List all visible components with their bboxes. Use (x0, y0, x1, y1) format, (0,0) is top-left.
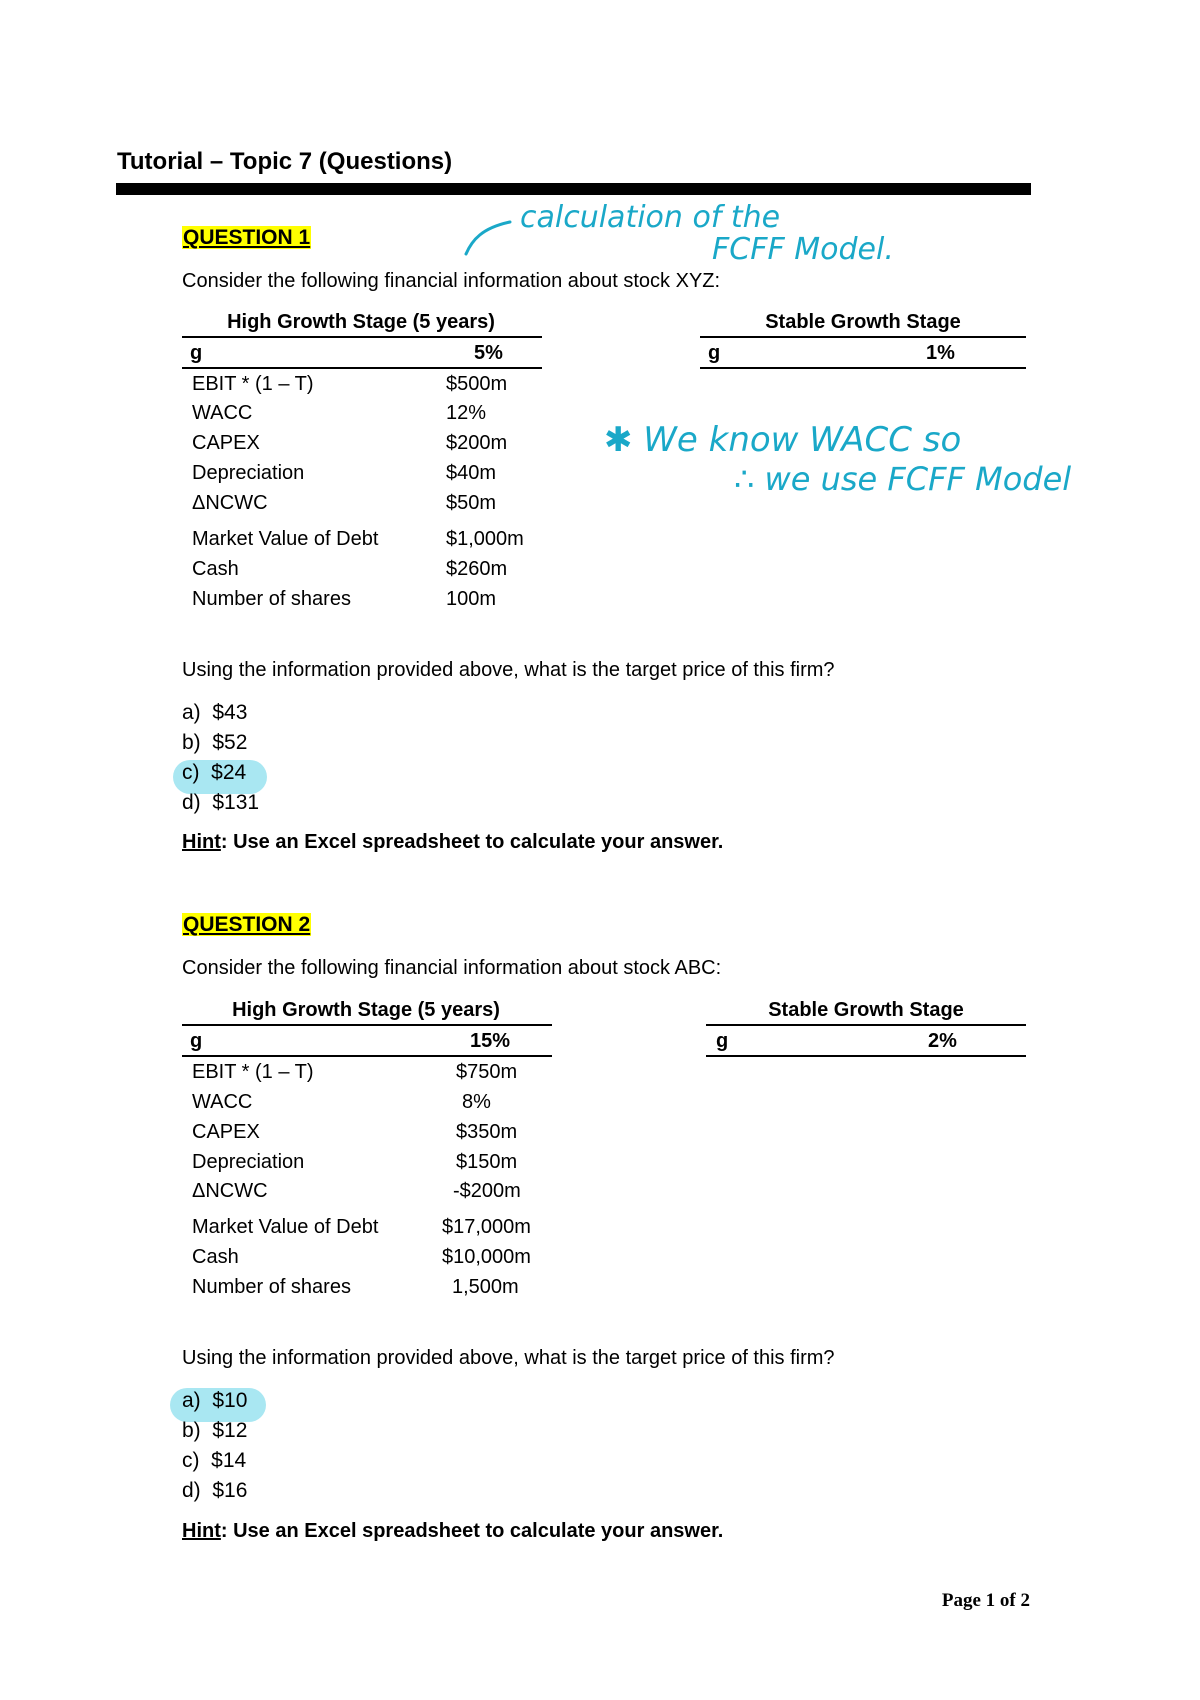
annotation-note-fcff-line1: calculation of the (520, 200, 781, 235)
q2-hint-text: : Use an Excel spreadsheet to calculate your answer. (220, 1520, 724, 1542)
q2-row-value: 8% (462, 1091, 491, 1113)
annotation-stroke-icon (458, 210, 518, 260)
q1-row-label: ΔNCWC (192, 492, 268, 514)
q1-row-label: EBIT * (1 – T) (192, 373, 314, 395)
q1-stable-growth-header: Stable Growth Stage (765, 311, 961, 333)
q2-hint-label: Hint (182, 1520, 221, 1542)
q2-row-value: $10,000m (442, 1246, 531, 1268)
q2-row-label: ΔNCWC (192, 1180, 268, 1202)
q1-row-value: $500m (446, 373, 508, 395)
question-2-prompt: Using the information provided above, what is the target price of this firm? (182, 1347, 835, 1369)
page-title: Tutorial – Topic 7 (Questions) (117, 148, 453, 175)
q1-high-g-value: 5% (474, 342, 503, 364)
q2-option-a: a) $10 (182, 1389, 248, 1412)
q2-row-value: $350m (456, 1121, 518, 1143)
q2-option-c: c) $14 (182, 1449, 247, 1472)
q2-hint (182, 1520, 723, 1543)
q1-row-label: Cash (192, 558, 239, 580)
q2-stable-g-value: 2% (928, 1030, 957, 1052)
q2-row-value: $17,000m (442, 1216, 531, 1238)
question-1-prompt: Using the information provided above, what is the target price of this firm? (182, 659, 835, 681)
title-divider (116, 183, 1031, 195)
q2-row-label: Cash (192, 1246, 239, 1268)
q1-row-value: $260m (446, 558, 508, 580)
question-2-heading: QUESTION 2 (183, 913, 311, 936)
q2-high-growth-header: High Growth Stage (5 years) (232, 999, 500, 1021)
q1-option-a: a) $43 (182, 701, 248, 724)
q2-row-label: WACC (192, 1091, 253, 1113)
q1-stable-g-value: 1% (926, 342, 955, 364)
q2-high-growth-rule-bottom (182, 1055, 552, 1057)
q1-hint-label: Hint (182, 831, 221, 853)
q1-row-value: 12% (446, 402, 487, 424)
q1-option-b: b) $52 (182, 731, 248, 754)
q1-hint (182, 831, 723, 854)
q2-stable-growth-header: Stable Growth Stage (768, 999, 964, 1021)
q2-option-d: d) $16 (182, 1479, 248, 1502)
page-number: Page 1 of 2 (941, 1590, 1030, 1611)
q1-g-label: g (190, 342, 203, 364)
q2-row-label: CAPEX (192, 1121, 260, 1143)
q2-row-value: -$200m (453, 1180, 521, 1202)
q1-row-value: 100m (446, 588, 497, 610)
q2-stable-growth-rule-bottom (706, 1055, 1026, 1057)
q1-stable-growth-rule-top (700, 336, 1026, 338)
q1-row-label: Market Value of Debt (192, 528, 379, 550)
q1-row-label: Depreciation (192, 462, 305, 484)
annotation-note-wacc-line1: ✱ We know WACC so (604, 420, 962, 460)
q1-high-growth-rule-bottom (182, 367, 542, 369)
q1-row-value: $200m (446, 432, 508, 454)
q2-row-value: $750m (456, 1061, 518, 1083)
q1-row-label: Number of shares (192, 588, 351, 610)
q1-row-label: WACC (192, 402, 253, 424)
q1-high-growth-header: High Growth Stage (5 years) (227, 311, 495, 333)
q1-option-c: c) $24 (182, 761, 247, 784)
question-2-intro: Consider the following financial information about stock ABC: (182, 957, 722, 979)
q2-g-label: g (190, 1030, 203, 1052)
q2-high-g-value: 15% (470, 1030, 511, 1052)
q2-option-b: b) $12 (182, 1419, 248, 1442)
q2-row-label: EBIT * (1 – T) (192, 1061, 314, 1083)
q2-stable-growth-rule-top (706, 1024, 1026, 1026)
q1-row-value: $40m (446, 462, 497, 484)
annotation-note-wacc-line2: ∴ we use FCFF Model (734, 460, 1072, 498)
q2-row-label: Depreciation (192, 1151, 305, 1173)
question-1-intro: Consider the following financial information about stock XYZ: (182, 270, 721, 292)
q1-high-growth-rule-top (182, 336, 542, 338)
q2-row-label: Market Value of Debt (192, 1216, 379, 1238)
q1-stable-growth-rule-bottom (700, 367, 1026, 369)
question-1-heading: QUESTION 1 (183, 226, 311, 249)
q1-hint-text: : Use an Excel spreadsheet to calculate your answer. (220, 831, 724, 853)
q2-row-label: Number of shares (192, 1276, 351, 1298)
q2-high-growth-rule-top (182, 1024, 552, 1026)
q2-row-value: 1,500m (452, 1276, 519, 1298)
q1-row-value: $50m (446, 492, 497, 514)
q1-option-d: d) $131 (182, 791, 260, 814)
q2-stable-g-label: g (716, 1030, 729, 1052)
q1-row-value: $1,000m (446, 528, 524, 550)
q2-row-value: $150m (456, 1151, 518, 1173)
annotation-note-fcff-line2: FCFF Model. (712, 232, 894, 267)
q1-stable-g-label: g (708, 342, 721, 364)
q1-row-label: CAPEX (192, 432, 260, 454)
